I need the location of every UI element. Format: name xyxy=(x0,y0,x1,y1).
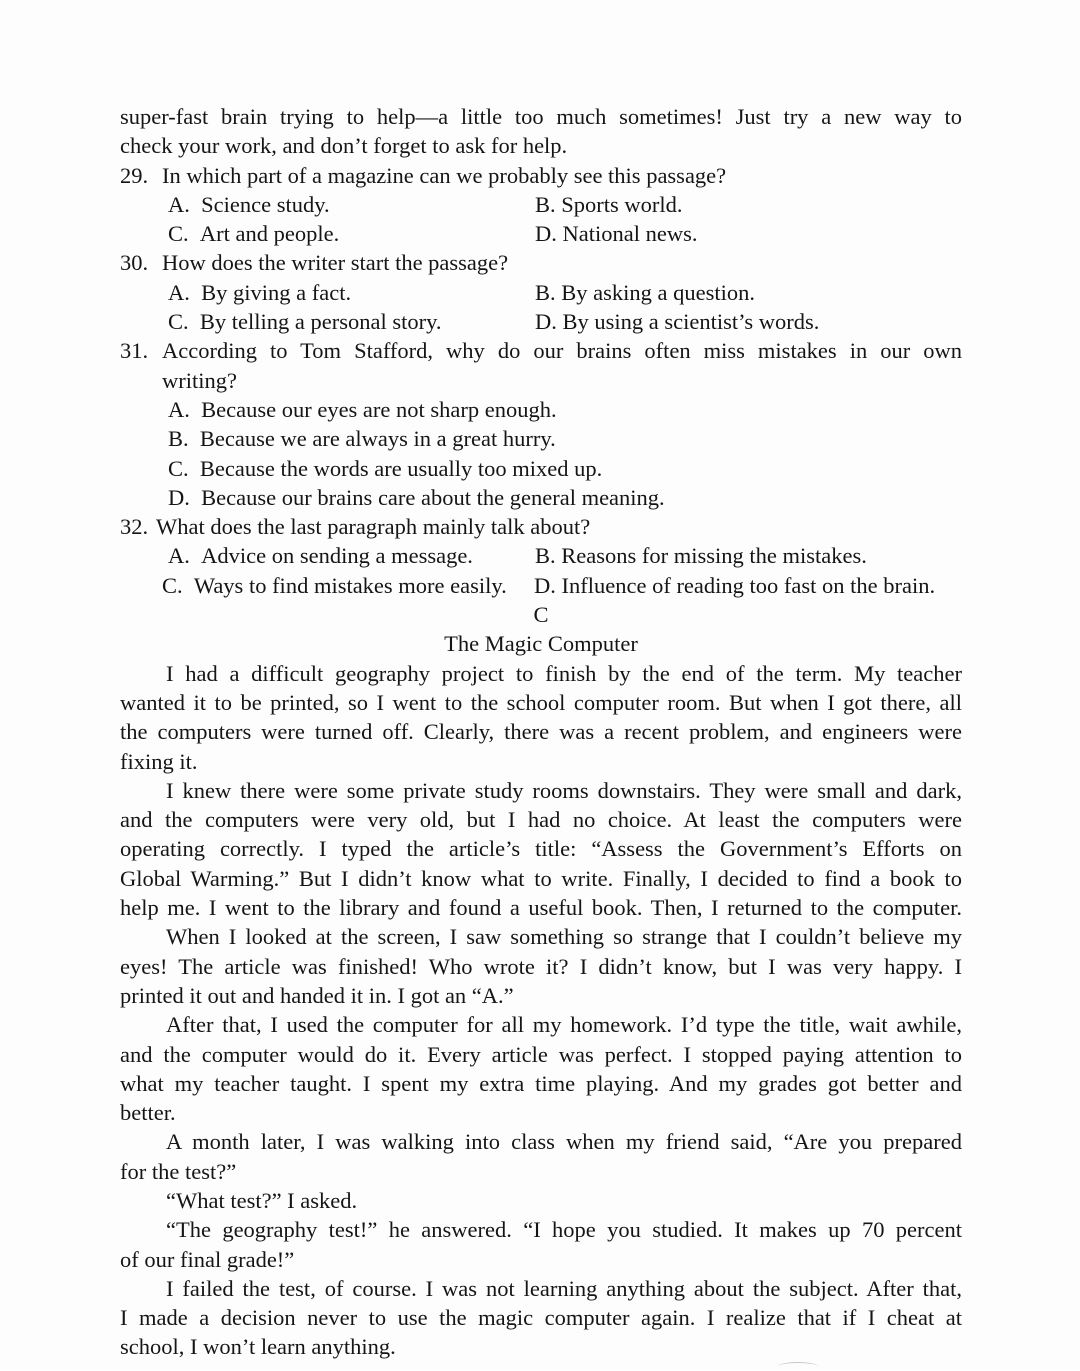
option-a: A. Advice on sending a message. xyxy=(168,543,473,569)
question-text: In which part of a magazine can we probably see this passage? xyxy=(162,162,727,188)
option-c: C. By telling a personal story. xyxy=(168,309,442,335)
story-paragraph-2 xyxy=(120,776,962,922)
story-title: The Magic Computer xyxy=(444,631,638,657)
question-stem-continued xyxy=(120,366,962,395)
text-line: “The geography test!” he answered. “I hope you studied. It makes up 70 percent xyxy=(166,1217,962,1243)
question-text: According to Tom Stafford, why do our brains often miss mistakes in our own xyxy=(162,338,962,364)
text-line: When I looked at the screen, I saw something so strange that I couldn’t believe my xyxy=(166,924,962,950)
question-text: How does the writer start the passage? xyxy=(162,250,509,276)
option-row xyxy=(120,424,962,453)
text-line: Global Warming.” But I didn’t know what to write. Finally, I decided to find a book to xyxy=(120,865,962,891)
text-line: wanted it to be printed, so I went to the school computer room. But when I got there, all xyxy=(120,689,962,715)
question-31 xyxy=(120,336,962,512)
text-line: operating correctly. I typed the article’s title: “Assess the Government’s Efforts on xyxy=(120,836,962,862)
option-row xyxy=(120,278,962,307)
question-stem xyxy=(120,336,962,365)
text-line: and the computer would do it. Every article was perfect. I stopped paying attention to xyxy=(120,1041,962,1067)
question-stem xyxy=(120,248,962,277)
option-row xyxy=(120,541,962,570)
option-b: B. Reasons for missing the mistakes. xyxy=(535,543,867,569)
story-paragraph-8 xyxy=(120,1274,962,1362)
option-b: B. Sports world. xyxy=(535,191,683,217)
option-b: B. Because we are always in a great hurry. xyxy=(168,426,556,452)
text-line: printed it out and handed it in. I got an “A.” xyxy=(120,982,514,1008)
question-30 xyxy=(120,248,962,336)
text-line: eyes! The article was finished! Who wrote it? I didn’t know, but I was very happy. I xyxy=(120,953,962,979)
text-line: I knew there were some private study rooms downstairs. They were small and dark, xyxy=(166,777,962,803)
option-d: D. Because our brains care about the general meaning. xyxy=(168,484,665,510)
intro-paragraph xyxy=(120,102,962,161)
text-line: check your work, and don’t forget to ask for help. xyxy=(120,133,568,159)
section-letter: C xyxy=(533,602,549,628)
question-number: 29. xyxy=(120,162,149,188)
text-line: help me. I went to the library and found a useful book. Then, I returned to the computer. xyxy=(120,895,962,921)
text-line: of our final grade!” xyxy=(120,1246,295,1272)
text-line: school, I won’t learn anything. xyxy=(120,1334,396,1360)
option-row xyxy=(120,219,962,248)
option-b: B. By asking a question. xyxy=(535,279,755,305)
text-line: what my teacher taught. I spent my extra time playing. And my grades got better and xyxy=(120,1070,962,1096)
question-stem xyxy=(120,512,962,541)
question-number: 31. xyxy=(120,338,149,364)
story-paragraph-6 xyxy=(120,1186,962,1215)
text-line: super-fast brain trying to help—a little too much sometimes! Just try a new way to xyxy=(120,104,962,129)
question-text: writing? xyxy=(162,367,237,393)
option-row xyxy=(120,307,962,336)
option-a: A. By giving a fact. xyxy=(168,279,352,305)
story-paragraph-7 xyxy=(120,1215,962,1274)
question-stem xyxy=(120,161,962,190)
option-a: A. Because our eyes are not sharp enough. xyxy=(168,396,557,422)
story-paragraph-4 xyxy=(120,1010,962,1127)
option-a: A. Science study. xyxy=(168,191,330,217)
text-line: for the test?” xyxy=(120,1158,237,1184)
question-number: 30. xyxy=(120,250,149,276)
option-row xyxy=(120,483,962,512)
question-text: What does the last paragraph mainly talk about? xyxy=(156,514,591,540)
option-c: C. Ways to find mistakes more easily. xyxy=(162,572,507,598)
option-c: C. Because the words are usually too mixed up. xyxy=(168,455,603,481)
text-line: I made a decision never to use the magic computer again. I realize that if I cheat at xyxy=(120,1305,962,1331)
story-paragraph-3 xyxy=(120,922,962,1010)
text-line: After that, I used the computer for all my homework. I’d type the title, wait awhile, xyxy=(166,1012,962,1038)
story-paragraph-5 xyxy=(120,1127,962,1186)
text-line: fixing it. xyxy=(120,748,198,774)
option-row xyxy=(120,571,962,600)
text-line: better. xyxy=(120,1100,176,1126)
text-line: and the computers were very old, but I had no choice. At least the computers were xyxy=(120,807,962,833)
text-line: I had a difficult geography project to finish by the end of the term. My teacher xyxy=(166,660,962,686)
question-32 xyxy=(120,512,962,600)
question-29 xyxy=(120,161,962,249)
question-number: 32. xyxy=(120,514,149,540)
option-c: C. Art and people. xyxy=(168,221,340,247)
option-row xyxy=(120,454,962,483)
text-line: the computers were turned off. Clearly, there was a recent problem, and engineers were xyxy=(120,719,962,745)
text-line: I failed the test, of course. I was not learning anything about the subject. After that, xyxy=(166,1275,962,1301)
option-d: D. Influence of reading too fast on the brain. xyxy=(534,572,936,598)
story-paragraph-1 xyxy=(120,659,962,776)
option-row xyxy=(120,190,962,219)
text-line: A month later, I was walking into class when my friend said, “Are you prepared xyxy=(166,1129,962,1155)
option-d: D. National news. xyxy=(535,221,698,247)
option-d: D. By using a scientist’s words. xyxy=(535,309,820,335)
text-line: “What test?” I asked. xyxy=(166,1187,358,1213)
option-row xyxy=(120,395,962,424)
page-content xyxy=(120,102,962,1362)
